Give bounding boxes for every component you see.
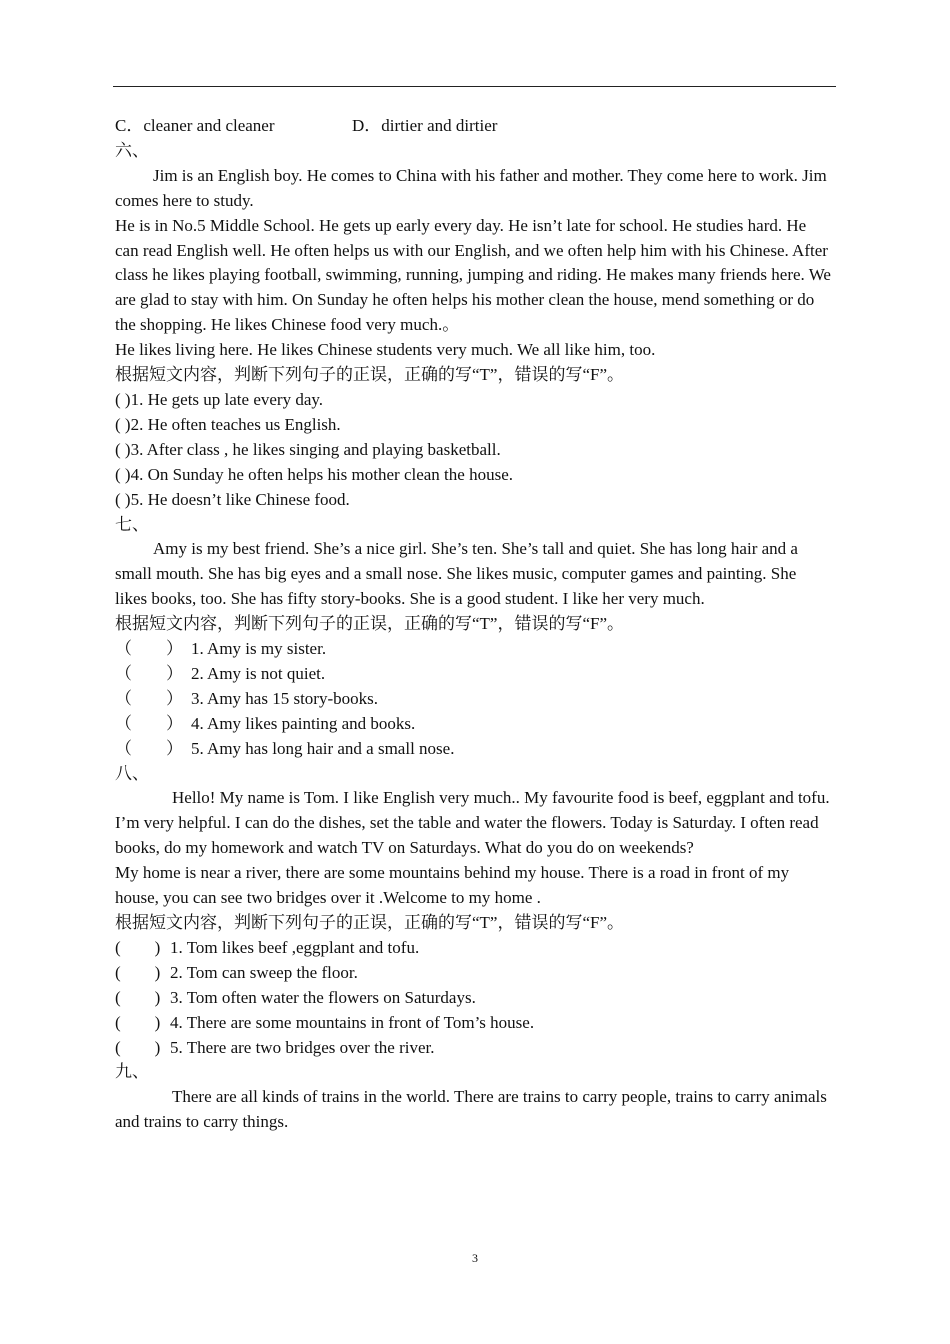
answer-blank: （ ） [115,639,183,659]
question-text: 2. Tom can sweep the floor. [170,962,358,982]
question-8-4 [115,1011,831,1036]
section-heading-6: 六、 [115,140,149,160]
section-heading-7: 七、 [115,514,149,534]
question-7-1 [115,637,831,662]
question-7-3 [115,687,831,712]
question-text: 1. Tom likes beef ,eggplant and tofu. [170,937,420,957]
question-6-5: ( )5. He doesn’t like Chinese food. [115,489,350,509]
question-text: 4. There are some mountains in front of Tom’s house. [170,1012,535,1032]
section-heading-9: 九、 [115,1062,149,1082]
passage-8-paragraph-2: My home is near a river, there are some mountains behind my house. There is a road in front of my house, you can see two bridges over it .Welcome to my home . [115,863,790,908]
page-number: 3 [472,1251,478,1265]
option-d: D．dirtier and dirtier [352,116,498,135]
passage-6-paragraph-1: Jim is an English boy. He comes to China with his father and mother. They come here to work. Jim comes here to study. [115,165,827,210]
question-6-3: ( )3. After class , he likes singing and playing basketball. [115,439,501,459]
options-row [115,114,831,139]
passage-6-paragraph-2: He is in No.5 Middle School. He gets up early every day. He isn’t late for school. He studies hard. He can read English well. He often helps us with our English, and we often help him with his Chinese. After class he likes playing football, swimming, running, jumping and riding. He makes many friends here. We are glad to stay with him. On Sunday he often helps his mother clean the house, mend something or do the shopping. He likes Chinese food very much.。 [115,215,831,335]
question-text: 5. There are two bridges over the river. [170,1037,435,1057]
question-6-2: ( )2. He often teaches us English. [115,414,341,434]
header-rule [113,86,836,87]
question-8-3 [115,986,831,1011]
passage-7-paragraph-1: Amy is my best friend. She’s a nice girl. She’s ten. She’s tall and quiet. She has long hair and a small mouth. She has big eyes and a small nose. She likes music, computer games and painting. She likes books, too. She has fifty story-books. She is a good student. I like her very much. [115,539,798,609]
answer-blank: ( ) [115,1037,161,1057]
question-7-4 [115,712,831,737]
answer-blank: （ ） [115,688,183,708]
instruction-8: 根据短文内容，判断下列句子的正误，正确的写“T”，错误的写“F”。 [115,913,625,932]
question-8-2 [115,961,831,986]
answer-blank: ( ) [115,1012,161,1032]
question-text: 1. Amy is my sister. [191,639,327,659]
answer-blank: （ ） [115,713,183,733]
question-text: 5. Amy has long hair and a small nose. [191,738,455,758]
passage-9-paragraph-1: There are all kinds of trains in the world. There are trains to carry people, trains to carry animals and trains to carry things. [115,1087,827,1132]
option-c: C．cleaner and cleaner [115,116,275,135]
question-8-1 [115,936,831,961]
question-8-5 [115,1036,831,1061]
question-6-4: ( )4. On Sunday he often helps his mother clean the house. [115,464,513,484]
answer-blank: （ ） [115,738,183,758]
answer-blank: ( ) [115,987,161,1007]
document-body [115,114,831,1135]
question-6-1: ( )1. He gets up late every day. [115,389,324,409]
passage-6-paragraph-3: He likes living here. He likes Chinese students very much. We all like him, too. [115,340,656,360]
question-7-5 [115,737,831,762]
question-text: 3. Tom often water the flowers on Saturdays. [170,987,476,1007]
instruction-6: 根据短文内容，判断下列句子的正误，正确的写“T”，错误的写“F”。 [115,365,625,385]
question-text: 2. Amy is not quiet. [191,663,326,683]
answer-blank: ( ) [115,937,161,957]
passage-8-paragraph-1: Hello! My name is Tom. I like English very much.. My favourite food is beef, eggplant and tofu. I’m very helpful. I can do the dishes, set the table and water the flowers. Today is Saturday. I often read books, do my homework and watch TV on Saturdays. What do you do on weekends? [115,788,830,858]
section-heading-8: 八、 [115,763,149,783]
question-7-2 [115,662,831,687]
question-text: 3. Amy has 15 story-books. [191,688,378,708]
answer-blank: ( ) [115,962,161,982]
instruction-7: 根据短文内容，判断下列句子的正误，正确的写“T”，错误的写“F”。 [115,614,625,634]
question-text: 4. Amy likes painting and books. [191,713,416,733]
answer-blank: （ ） [115,663,183,683]
